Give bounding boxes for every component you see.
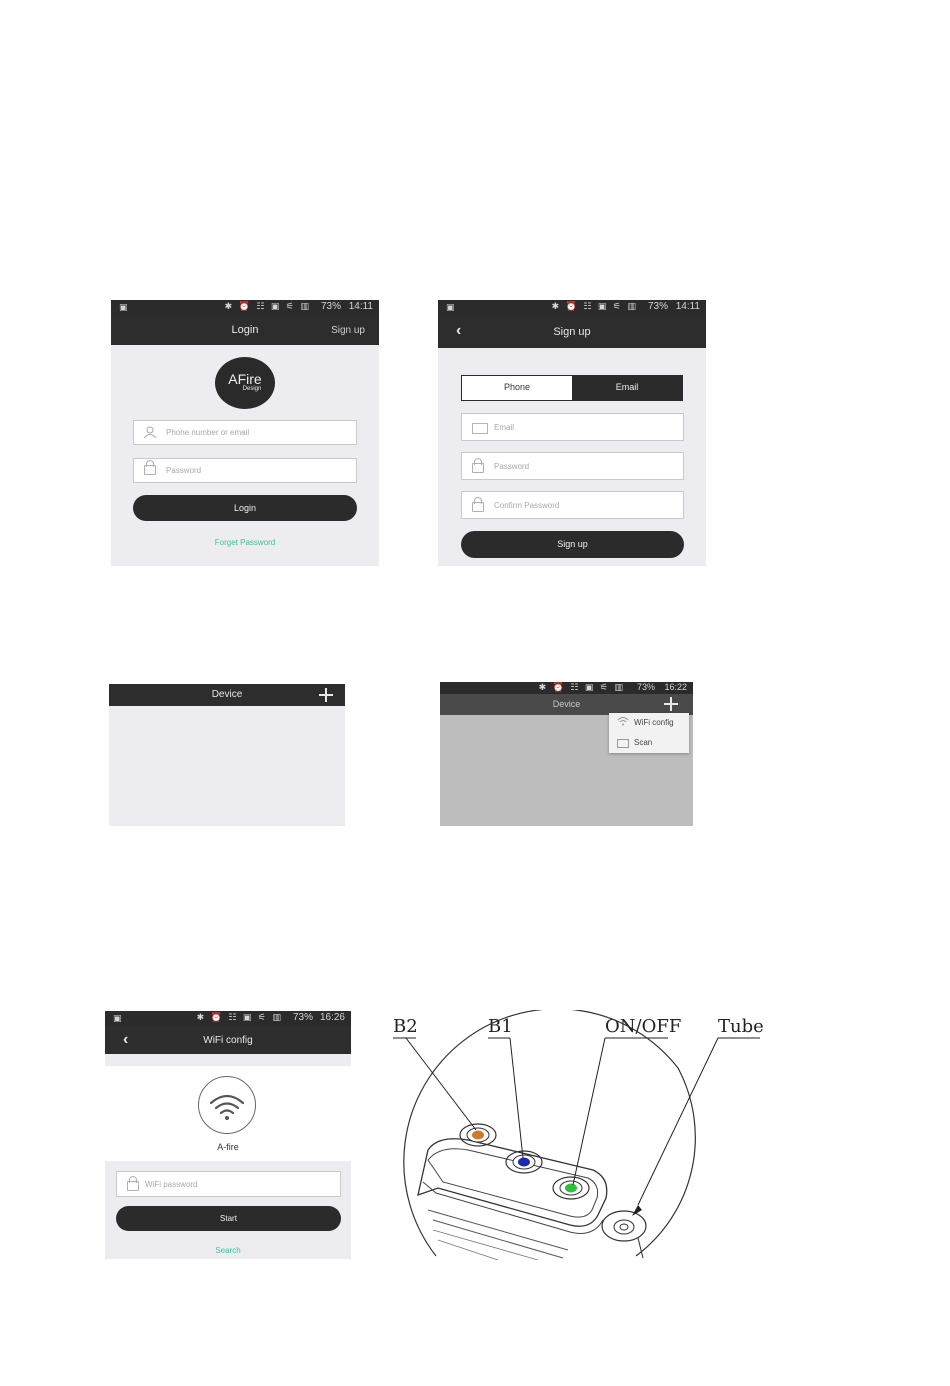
status-bar	[111, 300, 379, 315]
status-bar	[438, 300, 706, 315]
user-icon	[143, 426, 157, 438]
page-title: Device	[552, 699, 581, 709]
confirm-password-field[interactable]	[461, 491, 684, 519]
tab-email[interactable]: Email	[572, 376, 682, 400]
password-placeholder: Password	[166, 466, 202, 475]
label-tube: Tube	[718, 1016, 764, 1037]
signup-navbar	[438, 315, 706, 348]
lock-icon	[127, 1181, 139, 1191]
menu-item-wifi-config[interactable]	[609, 713, 689, 733]
status-icons: ✱ ⏰ ☷ ▣ ⚟ ▥	[224, 301, 311, 311]
app-logo	[215, 357, 275, 409]
mail-icon	[472, 423, 488, 434]
page-title: Login	[231, 324, 259, 336]
status-bar	[440, 682, 693, 694]
login-button[interactable]: Login	[133, 495, 357, 521]
back-icon[interactable]: ‹	[456, 322, 462, 339]
page-title: Device	[211, 689, 243, 700]
wifi-navbar	[105, 1026, 351, 1054]
signup-screen	[438, 300, 706, 566]
label-b2: B2	[393, 1016, 418, 1037]
email-field[interactable]	[461, 413, 684, 441]
device-screen	[109, 684, 345, 826]
menu-item-label: Scan	[634, 738, 653, 747]
status-icons: ✱ ⏰ ☷ ▣ ⚟ ▥	[196, 1012, 283, 1022]
clock: 14:11	[348, 301, 373, 312]
battery-level: 73%	[647, 301, 668, 312]
login-screen	[111, 300, 379, 566]
lock-icon	[144, 465, 156, 475]
signup-tabs	[461, 375, 683, 401]
add-icon[interactable]	[319, 688, 333, 702]
phone-email-field[interactable]	[133, 420, 357, 445]
clock: 14:11	[675, 301, 700, 312]
login-navbar	[111, 315, 379, 345]
start-button[interactable]: Start	[116, 1206, 341, 1231]
email-placeholder: Email	[494, 423, 515, 432]
device-name: A-fire	[217, 1142, 239, 1152]
notification-icon: ▣	[119, 302, 128, 312]
device-navbar	[440, 694, 693, 715]
forgot-password-link[interactable]: Forget Password	[214, 538, 276, 547]
button-b1	[506, 1151, 542, 1173]
device-menu-screen	[440, 682, 693, 826]
battery-level: 73%	[292, 1012, 313, 1023]
device-button-diagram	[388, 1010, 768, 1260]
password-field[interactable]	[133, 458, 357, 483]
tab-phone[interactable]: Phone	[503, 382, 531, 392]
status-bar	[105, 1011, 351, 1026]
button-on-off	[553, 1177, 589, 1199]
phone-email-placeholder: Phone number or email	[166, 428, 250, 437]
logo-text: AFire	[228, 371, 262, 387]
wifi-password-field[interactable]	[116, 1171, 341, 1197]
clock: 16:22	[664, 682, 687, 692]
device-drawing	[388, 1010, 768, 1260]
status-icons: ✱ ⏰ ☷ ▣ ⚟ ▥	[538, 682, 625, 692]
lock-icon	[472, 463, 484, 473]
page-title: Sign up	[553, 326, 591, 338]
confirm-password-placeholder: Confirm Password	[494, 501, 560, 510]
label-b1: B1	[488, 1016, 513, 1037]
menu-item-scan[interactable]	[609, 733, 689, 753]
wifi-large-icon	[198, 1076, 256, 1134]
add-device-menu	[609, 713, 689, 753]
wifi-config-screen	[105, 1011, 351, 1259]
notification-icon: ▣	[446, 302, 455, 312]
page-title: WiFi config	[203, 1035, 253, 1046]
gray-divider-band	[105, 1054, 351, 1066]
battery-level: 73%	[320, 301, 341, 312]
lock-icon	[472, 502, 484, 512]
wifi-icon	[617, 716, 629, 728]
signup-link[interactable]: Sign up	[331, 325, 365, 336]
label-on-off: ON/OFF	[605, 1016, 682, 1037]
logo-subtext: Design	[242, 386, 262, 392]
scan-icon	[617, 739, 629, 748]
signup-button[interactable]: Sign up	[461, 531, 684, 558]
wifi-password-placeholder: WiFi password	[145, 1180, 198, 1189]
add-icon[interactable]	[664, 697, 678, 711]
notification-icon: ▣	[113, 1013, 122, 1023]
clock: 16:26	[319, 1012, 345, 1023]
password-field[interactable]	[461, 452, 684, 480]
status-icons: ✱ ⏰ ☷ ▣ ⚟ ▥	[551, 301, 638, 311]
battery-level: 73%	[636, 682, 655, 692]
device-navbar	[109, 684, 345, 706]
menu-item-label: WiFi config	[634, 718, 674, 727]
search-link[interactable]: Search	[215, 1246, 241, 1255]
password-placeholder: Password	[494, 462, 530, 471]
back-icon[interactable]: ‹	[123, 1031, 129, 1048]
